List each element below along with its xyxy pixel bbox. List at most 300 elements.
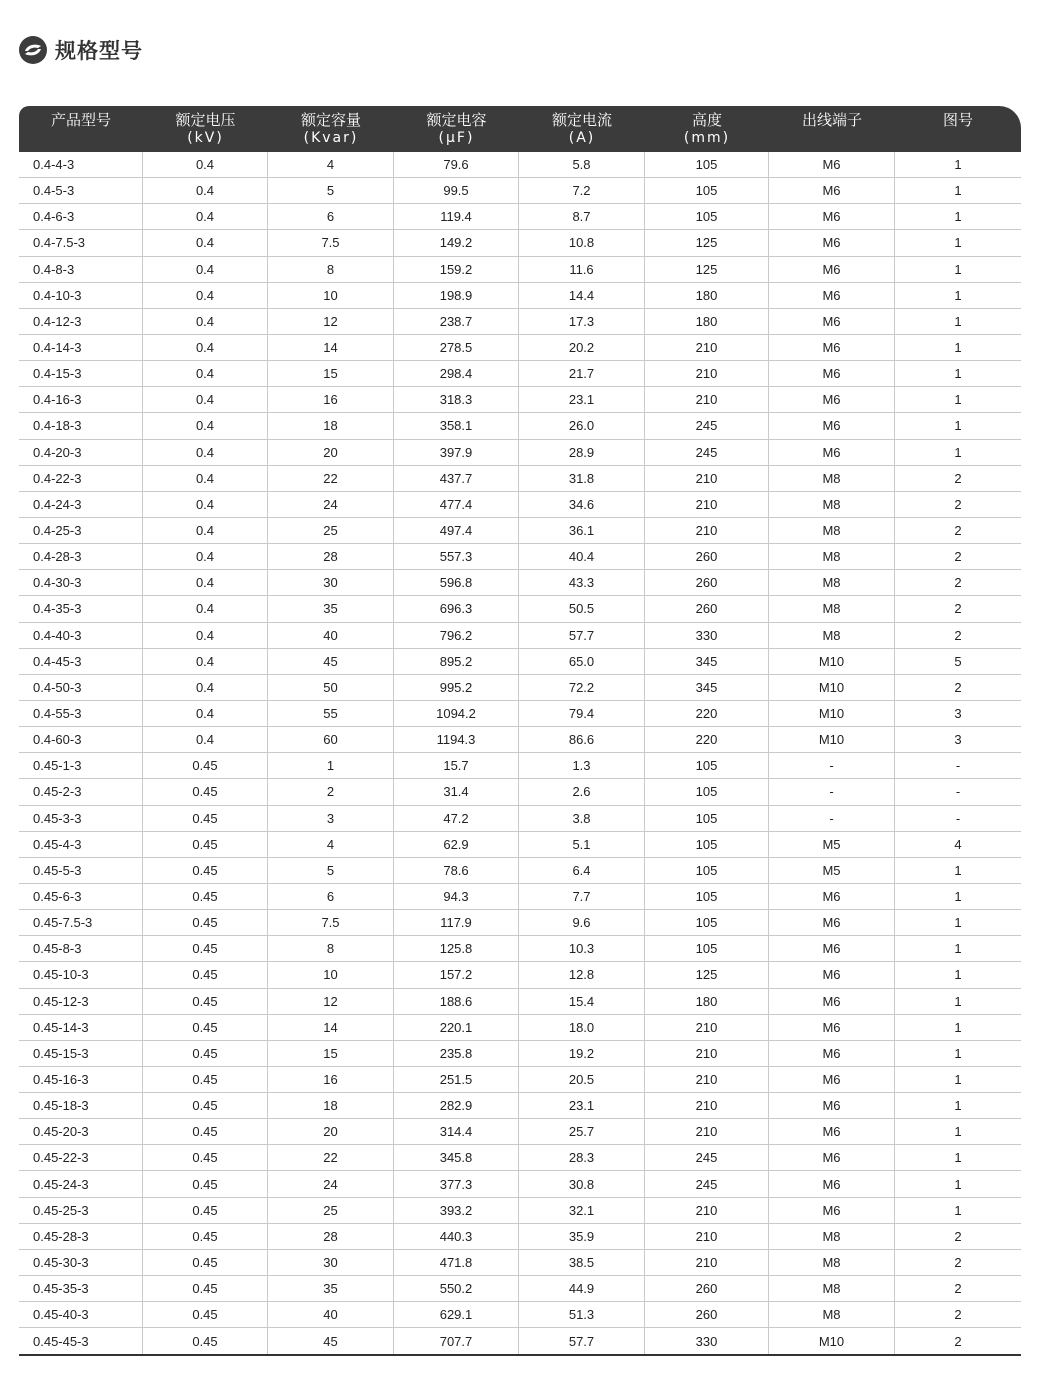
cell-figure: 2	[954, 601, 962, 617]
cell-height: 105	[645, 832, 769, 857]
column-header-model	[19, 106, 143, 152]
cell-voltage: 0.45	[143, 1302, 268, 1327]
cell-capacity: 12	[268, 309, 394, 334]
cell-capacitance: 157.2	[394, 962, 519, 987]
cell-capacitance: 62.9	[394, 832, 519, 857]
cell-terminal: M6	[769, 283, 895, 308]
cell-terminal: M6	[769, 204, 895, 229]
cell-capacity: 25	[268, 518, 394, 543]
cell-capacitance: 393.2	[394, 1198, 519, 1223]
cell-figure: -	[955, 784, 961, 800]
cell-model: 0.4-20-3	[19, 440, 143, 465]
cell-capacity: 12	[268, 989, 394, 1014]
cell-capacity: 8	[268, 257, 394, 282]
column-header-label: 产品型号	[50, 111, 111, 129]
cell-capacitance: 159.2	[394, 257, 519, 282]
cell-capacitance: 471.8	[394, 1250, 519, 1275]
cell-height: 105	[645, 204, 769, 229]
cell-current: 28.3	[519, 1145, 645, 1170]
cell-capacitance: 47.2	[394, 806, 519, 831]
cell-terminal: M6	[769, 989, 895, 1014]
cell-terminal: M6	[769, 1119, 895, 1144]
cell-model: 0.4-4-3	[19, 152, 143, 177]
cell-height: 210	[645, 1119, 769, 1144]
cell-height: 210	[645, 1067, 769, 1092]
table-row	[19, 649, 1021, 675]
cell-figure: 1	[954, 862, 962, 878]
cell-height: 210	[645, 466, 769, 491]
table-row	[19, 335, 1021, 361]
cell-voltage: 0.4	[143, 178, 268, 203]
cell-terminal: M6	[769, 1015, 895, 1040]
cell-figure: 1	[954, 340, 962, 356]
cell-capacitance: 282.9	[394, 1093, 519, 1118]
cell-model: 0.45-28-3	[19, 1224, 143, 1249]
cell-figure: 1	[954, 444, 962, 460]
cell-capacitance: 437.7	[394, 466, 519, 491]
cell-voltage: 0.4	[143, 361, 268, 386]
cell-terminal: M6	[769, 361, 895, 386]
cell-capacitance: 99.5	[394, 178, 519, 203]
cell-figure: 2	[954, 1254, 962, 1270]
cell-height: 210	[645, 335, 769, 360]
cell-capacitance: 117.9	[394, 910, 519, 935]
cell-model: 0.45-3-3	[19, 806, 143, 831]
cell-figure: 1	[954, 941, 962, 957]
cell-figure: 3	[954, 706, 962, 722]
cell-height: 105	[645, 779, 769, 804]
cell-capacity: 5	[268, 178, 394, 203]
cell-model: 0.4-25-3	[19, 518, 143, 543]
cell-model: 0.45-8-3	[19, 936, 143, 961]
cell-current: 19.2	[519, 1041, 645, 1066]
cell-capacitance: 596.8	[394, 570, 519, 595]
cell-figure: 2	[954, 549, 962, 565]
cell-capacitance: 796.2	[394, 623, 519, 648]
cell-capacity: 6	[268, 884, 394, 909]
table-row	[19, 910, 1021, 936]
cell-capacitance: 125.8	[394, 936, 519, 961]
cell-current: 14.4	[519, 283, 645, 308]
cell-model: 0.45-1-3	[19, 753, 143, 778]
cell-voltage: 0.45	[143, 936, 268, 961]
cell-height: 330	[645, 1328, 769, 1354]
cell-model: 0.45-10-3	[19, 962, 143, 987]
cell-terminal: M6	[769, 230, 895, 255]
cell-capacity: 15	[268, 1041, 394, 1066]
cell-voltage: 0.45	[143, 1145, 268, 1170]
cell-current: 5.1	[519, 832, 645, 857]
cell-model: 0.4-5-3	[19, 178, 143, 203]
table-row	[19, 1119, 1021, 1145]
cell-model: 0.4-6-3	[19, 204, 143, 229]
cell-capacity: 1	[268, 753, 394, 778]
cell-voltage: 0.45	[143, 1198, 268, 1223]
cell-figure: 1	[954, 1176, 962, 1192]
cell-current: 31.8	[519, 466, 645, 491]
cell-capacity: 22	[268, 1145, 394, 1170]
cell-terminal: M6	[769, 1198, 895, 1223]
cell-current: 28.9	[519, 440, 645, 465]
brand-logo-icon	[19, 36, 47, 64]
cell-voltage: 0.45	[143, 1041, 268, 1066]
cell-current: 7.2	[519, 178, 645, 203]
cell-voltage: 0.45	[143, 1250, 268, 1275]
cell-capacitance: 895.2	[394, 649, 519, 674]
cell-height: 105	[645, 806, 769, 831]
column-header-figure	[895, 106, 1021, 152]
cell-voltage: 0.4	[143, 387, 268, 412]
cell-voltage: 0.4	[143, 544, 268, 569]
cell-capacity: 4	[268, 832, 394, 857]
cell-current: 23.1	[519, 387, 645, 412]
cell-capacity: 24	[268, 1171, 394, 1196]
cell-voltage: 0.4	[143, 466, 268, 491]
cell-capacitance: 557.3	[394, 544, 519, 569]
cell-terminal: -	[769, 779, 895, 804]
cell-terminal: M6	[769, 962, 895, 987]
cell-voltage: 0.4	[143, 727, 268, 752]
cell-capacity: 55	[268, 701, 394, 726]
table-row	[19, 283, 1021, 309]
cell-figure: 1	[954, 1124, 962, 1140]
cell-height: 210	[645, 361, 769, 386]
cell-terminal: M8	[769, 544, 895, 569]
table-row	[19, 1302, 1021, 1328]
cell-capacity: 7.5	[268, 910, 394, 935]
column-header-unit: (A)	[568, 130, 596, 146]
cell-model: 0.45-35-3	[19, 1276, 143, 1301]
cell-terminal: M10	[769, 727, 895, 752]
cell-figure: 1	[954, 235, 962, 251]
cell-terminal: M6	[769, 1041, 895, 1066]
table-row	[19, 1250, 1021, 1276]
cell-model: 0.45-45-3	[19, 1328, 143, 1354]
cell-voltage: 0.4	[143, 413, 268, 438]
cell-current: 17.3	[519, 309, 645, 334]
spec-table	[19, 106, 1021, 1356]
table-header	[19, 106, 1021, 152]
cell-model: 0.4-18-3	[19, 413, 143, 438]
cell-voltage: 0.45	[143, 1093, 268, 1118]
cell-current: 35.9	[519, 1224, 645, 1249]
cell-model: 0.4-50-3	[19, 675, 143, 700]
column-header-capacitance	[394, 106, 519, 152]
cell-current: 7.7	[519, 884, 645, 909]
cell-figure: 1	[954, 1150, 962, 1166]
cell-capacity: 45	[268, 1328, 394, 1354]
table-row	[19, 1093, 1021, 1119]
cell-voltage: 0.45	[143, 1067, 268, 1092]
cell-voltage: 0.4	[143, 230, 268, 255]
cell-figure: 1	[954, 967, 962, 983]
cell-capacitance: 377.3	[394, 1171, 519, 1196]
cell-capacity: 2	[268, 779, 394, 804]
cell-terminal: M6	[769, 335, 895, 360]
cell-voltage: 0.4	[143, 309, 268, 334]
page-title: 规格型号	[55, 39, 143, 63]
cell-voltage: 0.45	[143, 858, 268, 883]
cell-capacity: 14	[268, 335, 394, 360]
cell-terminal: M5	[769, 832, 895, 857]
cell-capacitance: 31.4	[394, 779, 519, 804]
cell-current: 38.5	[519, 1250, 645, 1275]
table-body	[19, 152, 1021, 1356]
cell-voltage: 0.45	[143, 1015, 268, 1040]
cell-current: 40.4	[519, 544, 645, 569]
cell-capacity: 60	[268, 727, 394, 752]
cell-voltage: 0.4	[143, 570, 268, 595]
cell-capacitance: 238.7	[394, 309, 519, 334]
cell-model: 0.4-60-3	[19, 727, 143, 752]
cell-terminal: M8	[769, 596, 895, 621]
cell-current: 79.4	[519, 701, 645, 726]
cell-height: 105	[645, 858, 769, 883]
cell-capacity: 16	[268, 387, 394, 412]
cell-model: 0.4-10-3	[19, 283, 143, 308]
column-header-height	[645, 106, 769, 152]
cell-current: 44.9	[519, 1276, 645, 1301]
cell-capacitance: 149.2	[394, 230, 519, 255]
cell-voltage: 0.45	[143, 989, 268, 1014]
table-row	[19, 1328, 1021, 1354]
cell-capacity: 18	[268, 413, 394, 438]
cell-model: 0.4-15-3	[19, 361, 143, 386]
cell-current: 30.8	[519, 1171, 645, 1196]
column-header-label: 图号	[942, 111, 973, 129]
cell-capacity: 35	[268, 1276, 394, 1301]
cell-figure: 2	[954, 496, 962, 512]
cell-terminal: M6	[769, 440, 895, 465]
cell-current: 32.1	[519, 1198, 645, 1223]
cell-model: 0.4-55-3	[19, 701, 143, 726]
table-row	[19, 962, 1021, 988]
table-row	[19, 596, 1021, 622]
cell-current: 10.8	[519, 230, 645, 255]
table-row	[19, 492, 1021, 518]
cell-capacitance: 188.6	[394, 989, 519, 1014]
cell-capacitance: 198.9	[394, 283, 519, 308]
cell-height: 210	[645, 1198, 769, 1223]
cell-figure: 2	[954, 1228, 962, 1244]
table-row	[19, 1145, 1021, 1171]
cell-capacitance: 995.2	[394, 675, 519, 700]
cell-model: 0.45-5-3	[19, 858, 143, 883]
cell-current: 23.1	[519, 1093, 645, 1118]
cell-figure: 1	[954, 157, 962, 173]
cell-height: 220	[645, 727, 769, 752]
cell-figure: 1	[954, 183, 962, 199]
cell-capacitance: 314.4	[394, 1119, 519, 1144]
cell-current: 2.6	[519, 779, 645, 804]
cell-model: 0.45-16-3	[19, 1067, 143, 1092]
cell-current: 21.7	[519, 361, 645, 386]
cell-capacitance: 278.5	[394, 335, 519, 360]
cell-model: 0.4-14-3	[19, 335, 143, 360]
cell-model: 0.45-2-3	[19, 779, 143, 804]
cell-terminal: -	[769, 753, 895, 778]
cell-capacity: 30	[268, 1250, 394, 1275]
column-header-capacity	[268, 106, 394, 152]
cell-capacitance: 397.9	[394, 440, 519, 465]
cell-height: 210	[645, 492, 769, 517]
cell-voltage: 0.45	[143, 1119, 268, 1144]
cell-terminal: M8	[769, 1276, 895, 1301]
cell-model: 0.4-45-3	[19, 649, 143, 674]
table-row	[19, 858, 1021, 884]
cell-height: 210	[645, 1224, 769, 1249]
table-row	[19, 1171, 1021, 1197]
cell-voltage: 0.45	[143, 753, 268, 778]
cell-current: 36.1	[519, 518, 645, 543]
table-row	[19, 1198, 1021, 1224]
cell-voltage: 0.45	[143, 1276, 268, 1301]
cell-current: 25.7	[519, 1119, 645, 1144]
column-header-voltage	[143, 106, 268, 152]
cell-model: 0.45-22-3	[19, 1145, 143, 1170]
column-header-unit: (mm)	[683, 130, 731, 146]
cell-voltage: 0.45	[143, 910, 268, 935]
cell-figure: 1	[954, 1202, 962, 1218]
cell-figure: 2	[954, 1307, 962, 1323]
cell-height: 245	[645, 1145, 769, 1170]
cell-figure: 2	[954, 470, 962, 486]
cell-figure: 1	[954, 366, 962, 382]
cell-capacity: 40	[268, 1302, 394, 1327]
table-row	[19, 1015, 1021, 1041]
cell-terminal: M6	[769, 1093, 895, 1118]
cell-figure: 1	[954, 1071, 962, 1087]
cell-capacitance: 497.4	[394, 518, 519, 543]
cell-terminal: M8	[769, 518, 895, 543]
cell-figure: 2	[954, 679, 962, 695]
table-row	[19, 518, 1021, 544]
cell-capacity: 35	[268, 596, 394, 621]
cell-current: 12.8	[519, 962, 645, 987]
column-header-terminal	[769, 106, 895, 152]
column-header-label: 出线端子	[801, 111, 862, 129]
cell-capacitance: 696.3	[394, 596, 519, 621]
cell-terminal: M5	[769, 858, 895, 883]
cell-figure: 1	[954, 1098, 962, 1114]
cell-height: 105	[645, 152, 769, 177]
cell-voltage: 0.45	[143, 1224, 268, 1249]
table-row	[19, 779, 1021, 805]
column-header-label: 高度	[691, 111, 722, 129]
cell-model: 0.45-4-3	[19, 832, 143, 857]
cell-height: 180	[645, 283, 769, 308]
table-row	[19, 152, 1021, 178]
cell-figure: -	[955, 810, 961, 826]
cell-terminal: M8	[769, 492, 895, 517]
cell-capacity: 20	[268, 1119, 394, 1144]
cell-capacitance: 235.8	[394, 1041, 519, 1066]
cell-model: 0.4-24-3	[19, 492, 143, 517]
cell-terminal: M10	[769, 649, 895, 674]
cell-figure: 1	[954, 993, 962, 1009]
cell-figure: 2	[954, 523, 962, 539]
cell-model: 0.4-35-3	[19, 596, 143, 621]
cell-terminal: M6	[769, 178, 895, 203]
cell-height: 125	[645, 230, 769, 255]
cell-height: 330	[645, 623, 769, 648]
cell-voltage: 0.4	[143, 492, 268, 517]
cell-voltage: 0.4	[143, 335, 268, 360]
cell-current: 26.0	[519, 413, 645, 438]
cell-height: 260	[645, 570, 769, 595]
cell-voltage: 0.4	[143, 152, 268, 177]
table-row	[19, 884, 1021, 910]
cell-current: 6.4	[519, 858, 645, 883]
table-row	[19, 257, 1021, 283]
cell-capacity: 18	[268, 1093, 394, 1118]
cell-current: 65.0	[519, 649, 645, 674]
cell-capacitance: 298.4	[394, 361, 519, 386]
cell-voltage: 0.4	[143, 204, 268, 229]
column-header-unit: (μF)	[438, 130, 475, 146]
column-header-unit: (Kvar)	[303, 130, 359, 146]
cell-figure: 1	[954, 418, 962, 434]
cell-current: 51.3	[519, 1302, 645, 1327]
cell-terminal: M6	[769, 1171, 895, 1196]
cell-capacity: 50	[268, 675, 394, 700]
cell-voltage: 0.45	[143, 1171, 268, 1196]
cell-capacity: 16	[268, 1067, 394, 1092]
cell-height: 105	[645, 910, 769, 935]
table-row	[19, 544, 1021, 570]
cell-model: 0.45-20-3	[19, 1119, 143, 1144]
table-row	[19, 1067, 1021, 1093]
cell-capacitance: 94.3	[394, 884, 519, 909]
cell-capacity: 25	[268, 1198, 394, 1223]
cell-figure: 5	[954, 653, 962, 669]
cell-terminal: M8	[769, 623, 895, 648]
cell-terminal: M10	[769, 675, 895, 700]
cell-model: 0.4-28-3	[19, 544, 143, 569]
cell-capacity: 24	[268, 492, 394, 517]
cell-model: 0.45-12-3	[19, 989, 143, 1014]
table-row	[19, 204, 1021, 230]
cell-height: 345	[645, 675, 769, 700]
table-row	[19, 309, 1021, 335]
cell-current: 10.3	[519, 936, 645, 961]
cell-capacity: 28	[268, 1224, 394, 1249]
cell-capacity: 28	[268, 544, 394, 569]
table-row	[19, 230, 1021, 256]
cell-voltage: 0.4	[143, 518, 268, 543]
cell-height: 105	[645, 178, 769, 203]
cell-current: 50.5	[519, 596, 645, 621]
cell-voltage: 0.4	[143, 623, 268, 648]
cell-height: 125	[645, 257, 769, 282]
cell-figure: 1	[954, 889, 962, 904]
cell-terminal: M6	[769, 257, 895, 282]
cell-figure: 4	[954, 836, 962, 852]
cell-figure: 1	[954, 287, 962, 303]
cell-current: 11.6	[519, 257, 645, 282]
section-header	[19, 32, 143, 68]
cell-voltage: 0.45	[143, 1328, 268, 1354]
cell-capacity: 7.5	[268, 230, 394, 255]
cell-height: 260	[645, 1276, 769, 1301]
cell-height: 180	[645, 309, 769, 334]
cell-terminal: M6	[769, 1067, 895, 1092]
table-row	[19, 623, 1021, 649]
cell-model: 0.45-18-3	[19, 1093, 143, 1118]
cell-figure: 2	[954, 575, 962, 591]
cell-height: 180	[645, 989, 769, 1014]
table-row	[19, 1276, 1021, 1302]
